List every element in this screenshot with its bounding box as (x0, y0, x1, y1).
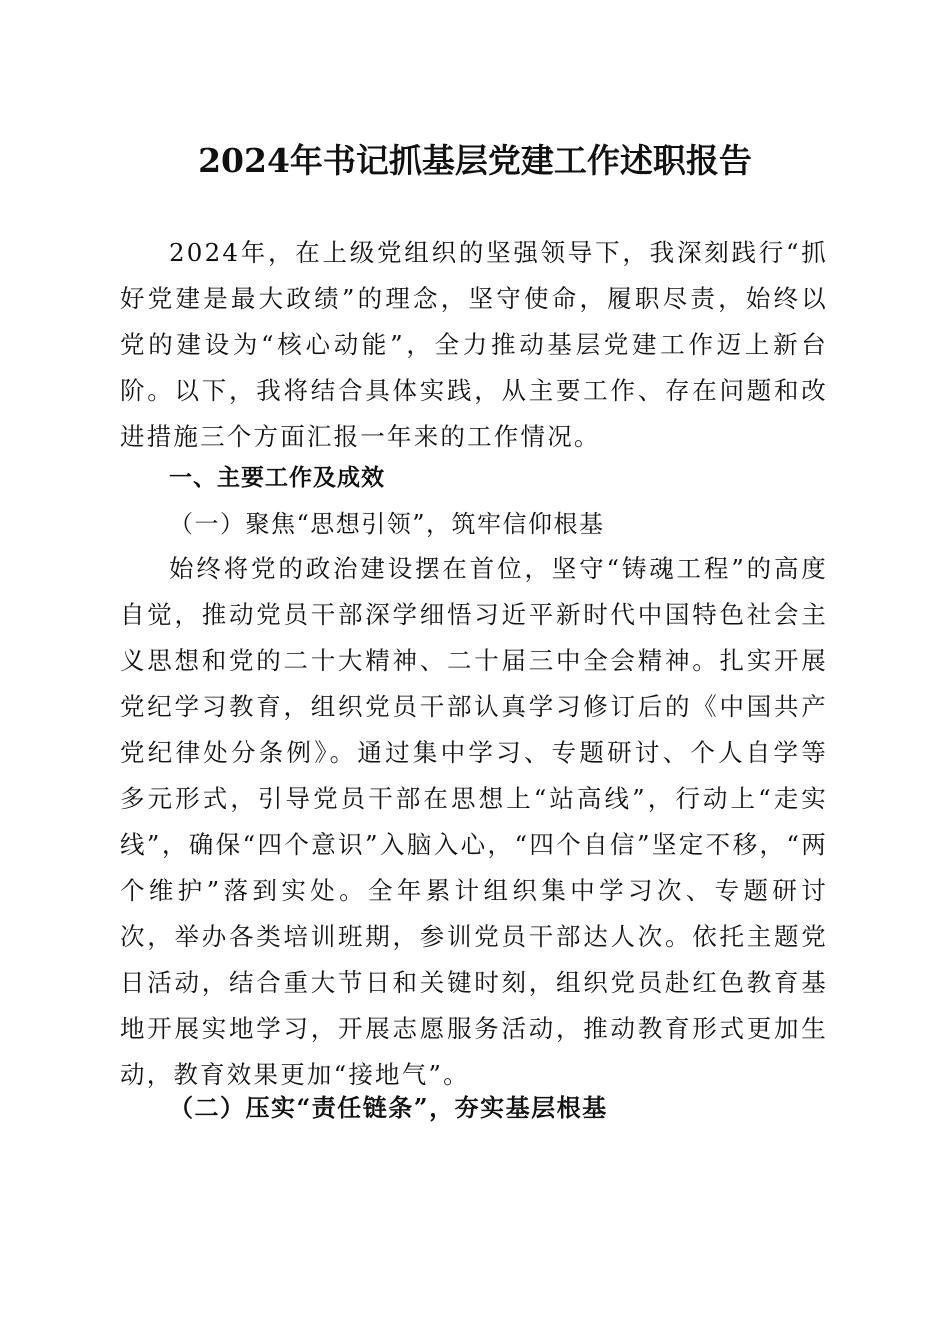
section-heading-main-work: 一、主要工作及成效 (169, 465, 385, 491)
subsection-heading-thought-guidance: （一）聚焦“思想引领”，筑牢信仰根基 (169, 510, 605, 538)
subsection-1-paragraph: 始终将党的政治建设摆在首位，坚守“铸魂工程”的高度自觉，推动党员干部深学细悟习近平新时代中国特色社会主义思想和党的二十大精神、二十届三中全会精神。扎实开展党纪学习教育，组织党员干部认真学习修订后的《中国共产党纪律处分条例》。通过集中学习、专题研讨、个人自学等多元形式，引导党员干部在思想上“站高线”，行动上“走实线”，确保“四个意识”入脑入心，“四个自信”坚定不移，“两个维护”落到实处。全年累计组织集中学习次、专题研讨次，举办各类培训班期，参训党员干部达人次。依托主题党日活动，结合重大节日和关键时刻，组织党员赴红色教育基地开展实地学习，开展志愿服务活动，推动教育形式更加生动，教育效果更加“接地气”。 (120, 554, 828, 1089)
document-title: 2024年书记抓基层党建工作述职报告 (198, 141, 752, 180)
subsection-heading-responsibility-chain: （二）压实“责任链条”，夯实基层根基 (169, 1093, 608, 1122)
intro-paragraph: 2024年，在上级党组织的坚强领导下，我深刻践行“抓好党建是最大政绩”的理念，坚守使命，履职尽责，始终以党的建设为“核心动能”，全力推动基层党建工作迈上新台阶。以下，我将结合具体实践，从主要工作、存在问题和改进措施三个方面汇报一年来的工作情况。 (120, 238, 828, 451)
